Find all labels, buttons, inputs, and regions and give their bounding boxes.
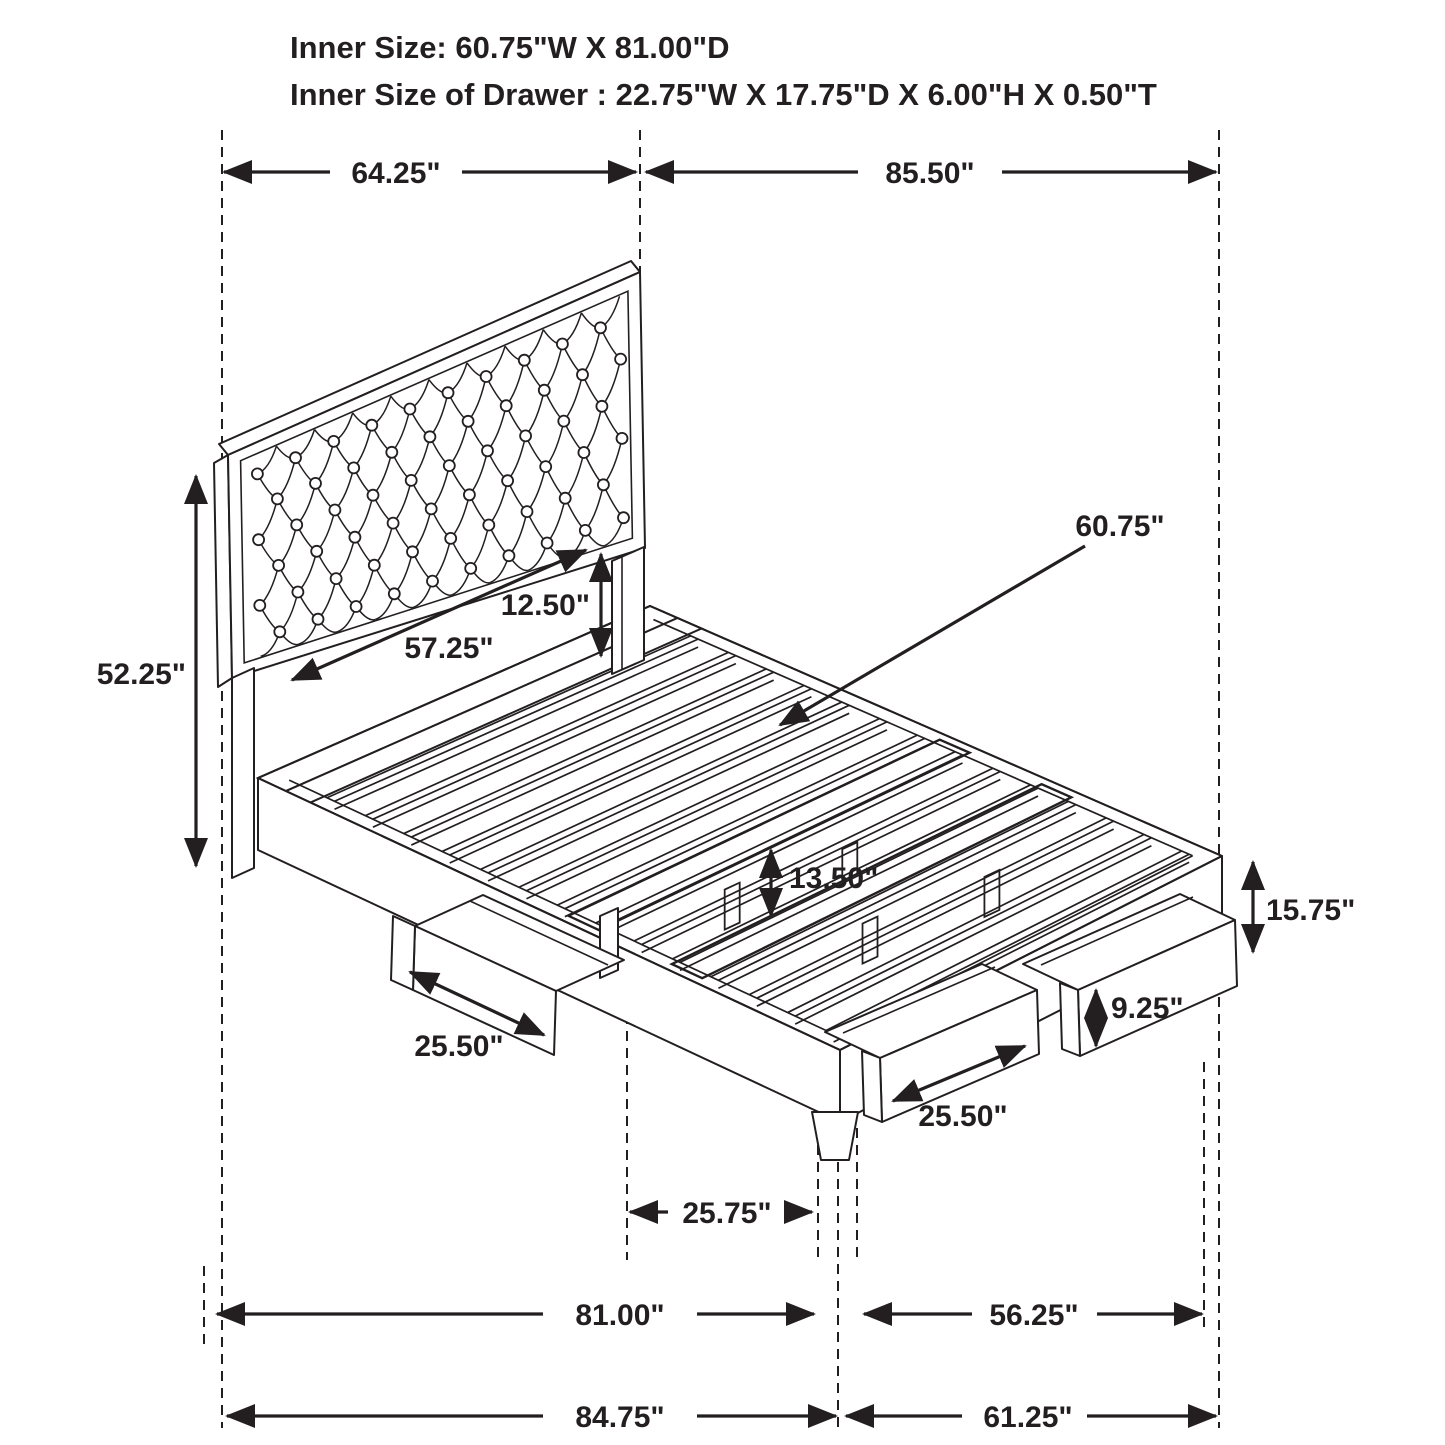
dim-side-drawer-width-label: 25.50" xyxy=(414,1030,504,1063)
dim-inner-depth-label: 81.00" xyxy=(575,1299,665,1332)
dim-slat-width xyxy=(780,510,1165,725)
dim-headboard-to-slats-label: 12.50" xyxy=(500,589,590,622)
dim-foot-inner-width-label: 56.25" xyxy=(989,1299,1079,1332)
dim-headboard-width xyxy=(224,157,636,190)
dim-leg-inset xyxy=(630,1197,812,1230)
drawer-inner-size-title: Inner Size of Drawer : 22.75"W X 17.75"D X 6.00"H X 0.50"T xyxy=(290,77,1157,112)
title-block xyxy=(290,30,1157,112)
dim-support-gap-label: 13.50" xyxy=(789,862,879,895)
right-drawer-front-overhang xyxy=(1060,983,1080,1056)
dim-outer-depth-label: 84.75" xyxy=(575,1401,665,1434)
dim-leg-inset-label: 25.75" xyxy=(682,1197,772,1230)
front-left-leg xyxy=(812,1112,858,1160)
dim-headboard-height xyxy=(97,476,196,866)
inner-size-title: Inner Size: 60.75"W X 81.00"D xyxy=(290,30,730,65)
dim-headboard-inner-width-label: 57.25" xyxy=(404,632,494,665)
dim-frame-length-label: 85.50" xyxy=(885,157,975,190)
dim-frame-height-label: 15.75" xyxy=(1266,894,1356,927)
dim-outer-width xyxy=(846,1401,1216,1434)
dim-drawer-front-height-label: 9.25" xyxy=(1111,992,1184,1025)
dim-slat-width-label: 60.75" xyxy=(1075,510,1165,543)
dim-outer-width-label: 61.25" xyxy=(983,1401,1073,1434)
dim-foot-drawer-width-label: 25.50" xyxy=(918,1100,1008,1133)
left-drawer-front-overhang xyxy=(391,916,415,990)
dim-frame-height xyxy=(1253,862,1355,952)
dim-inner-depth xyxy=(217,1299,814,1332)
dim-headboard-width-label: 64.25" xyxy=(351,157,441,190)
dim-outer-depth xyxy=(227,1401,836,1434)
headboard-left-leg xyxy=(232,668,254,878)
middle-drawer-front-overhang xyxy=(862,1051,882,1122)
right-post-upper xyxy=(612,547,644,674)
dim-frame-length xyxy=(646,157,1216,190)
dim-foot-inner-width xyxy=(864,1299,1202,1332)
dim-headboard-height-label: 52.25" xyxy=(96,658,186,691)
